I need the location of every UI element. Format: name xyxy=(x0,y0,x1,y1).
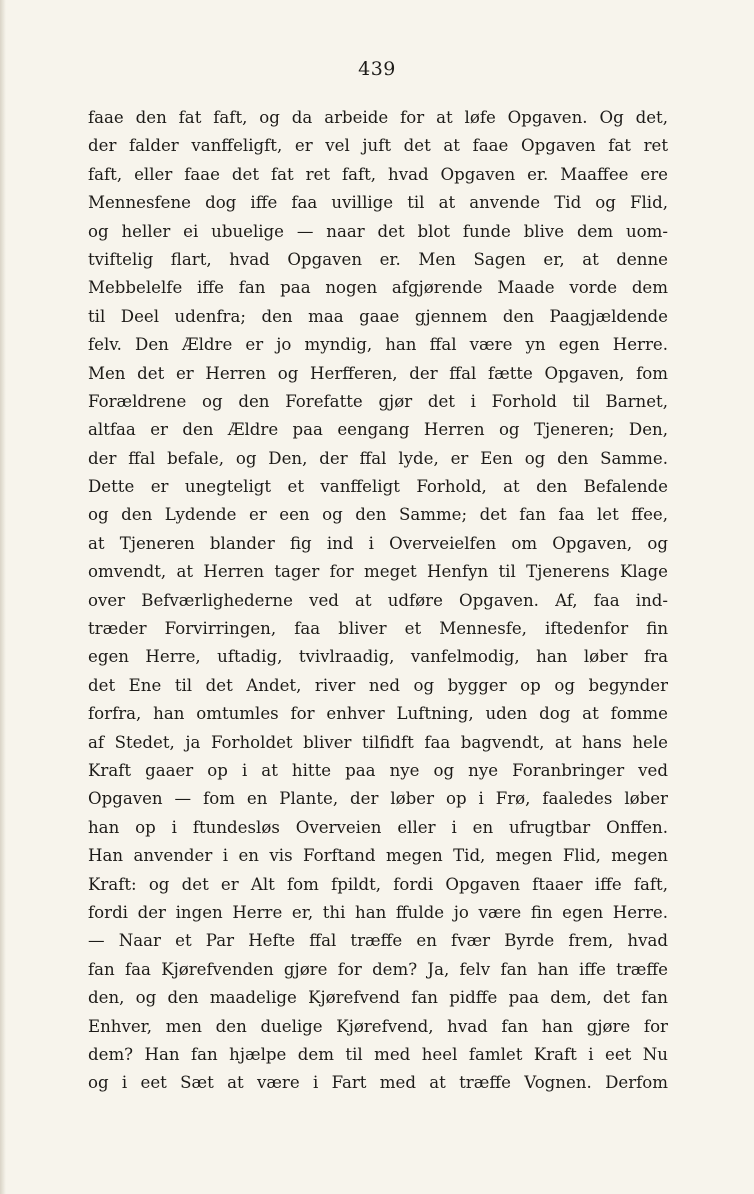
text-line: det Ene til det Andet, river ned og bygger op og begynder xyxy=(88,675,668,695)
text-line: egen Herre, uftadig, tvivlraadig, vanfelmodig, han løber fra xyxy=(88,647,668,667)
text-line: fordi der ingen Herre er, thi han ffulde jo være fin egen Herre. xyxy=(88,902,668,922)
page-edge-shadow xyxy=(0,0,6,1194)
text-line: til Deel udenfra; den maa gaae gjennem den Paagjældende xyxy=(88,306,668,326)
text-line: der falder vanffeligft, er vel juft det at faae Opgaven fat ret xyxy=(88,136,668,156)
text-line: felv. Den Ældre er jo myndig, han ffal være yn egen Herre. xyxy=(88,335,668,355)
text-line: Kraft: og det er Alt fom fpildt, fordi Opgaven ftaaer iffe faft, xyxy=(88,874,668,894)
text-line: — Naar et Par Hefte ffal træffe en fvær Byrde frem, hvad xyxy=(88,931,668,951)
text-line: over Befværlighederne ved at udføre Opgaven. Af, faa ind- xyxy=(88,590,668,610)
text-line: altfaa er den Ældre paa eengang Herren og Tjeneren; Den, xyxy=(88,420,668,440)
text-line: og den Lydende er een og den Samme; det fan faa let ffee, xyxy=(88,505,668,525)
text-line: Kraft gaaer op i at hitte paa nye og nye Foranbringer ved xyxy=(88,760,668,780)
text-line: tviftelig flart, hvad Opgaven er. Men Sagen er, at denne xyxy=(88,249,668,269)
text-line: omvendt, at Herren tager for meget Henfyn til Tjenerens Klage xyxy=(88,562,668,582)
text-line: og heller ei ubuelige — naar det blot funde blive dem uom- xyxy=(88,221,668,241)
text-line: træder Forvirringen, faa bliver et Mennesfe, iftedenfor fin xyxy=(88,619,668,639)
text-line: Forældrene og den Forefatte gjør det i Forhold til Barnet, xyxy=(88,391,668,411)
text-line: Mebbelelfe iffe fan paa nogen afgjørende Maade vorde dem xyxy=(88,278,668,298)
text-line: den, og den maadelige Kjørefvend fan pidffe paa dem, det fan xyxy=(88,988,668,1008)
text-line: at Tjeneren blander fig ind i Overveielfen om Opgaven, og xyxy=(88,533,668,553)
text-line: han op i ftundesløs Overveien eller i en ufrugtbar Onffen. xyxy=(88,817,668,837)
text-line: fan faa Kjørefvenden gjøre for dem? Ja, felv fan han iffe træffe xyxy=(88,959,668,979)
text-line: Han anvender i en vis Forftand megen Tid, megen Flid, megen xyxy=(88,846,668,866)
text-line: der ffal befale, og Den, der ffal lyde, er Een og den Samme. xyxy=(88,448,668,468)
text-line: faae den fat faft, og da arbeide for at løfe Opgaven. Og det, xyxy=(88,108,668,127)
text-line: Men det er Herren og Herfferen, der ffal fætte Opgaven, fom xyxy=(88,363,668,383)
text-line: Dette er unegteligt et vanffeligt Forhold, at den Befalende xyxy=(88,477,668,497)
text-line: Enhver, men den duelige Kjørefvend, hvad fan han gjøre for xyxy=(88,1016,668,1036)
body-text xyxy=(88,104,668,1098)
text-line: Opgaven — fom en Plante, der løber op i Frø, faaledes løber xyxy=(88,789,668,809)
text-line: Mennesfene dog iffe faa uvillige til at anvende Tid og Flid, xyxy=(88,193,668,213)
text-line: af Stedet, ja Forholdet bliver tilfidft faa bagvendt, at hans hele xyxy=(88,732,668,752)
text-line: og i eet Sæt at være i Fart med at træffe Vognen. Derfom xyxy=(88,1073,668,1093)
page-number: 439 xyxy=(358,58,396,80)
text-line: forfra, han omtumles for enhver Luftning, uden dog at fomme xyxy=(88,704,668,724)
text-line: faft, eller faae det fat ret faft, hvad Opgaven er. Maaffee ere xyxy=(88,164,668,184)
text-line: dem? Han fan hjælpe dem til med heel famlet Kraft i eet Nu xyxy=(88,1044,668,1064)
